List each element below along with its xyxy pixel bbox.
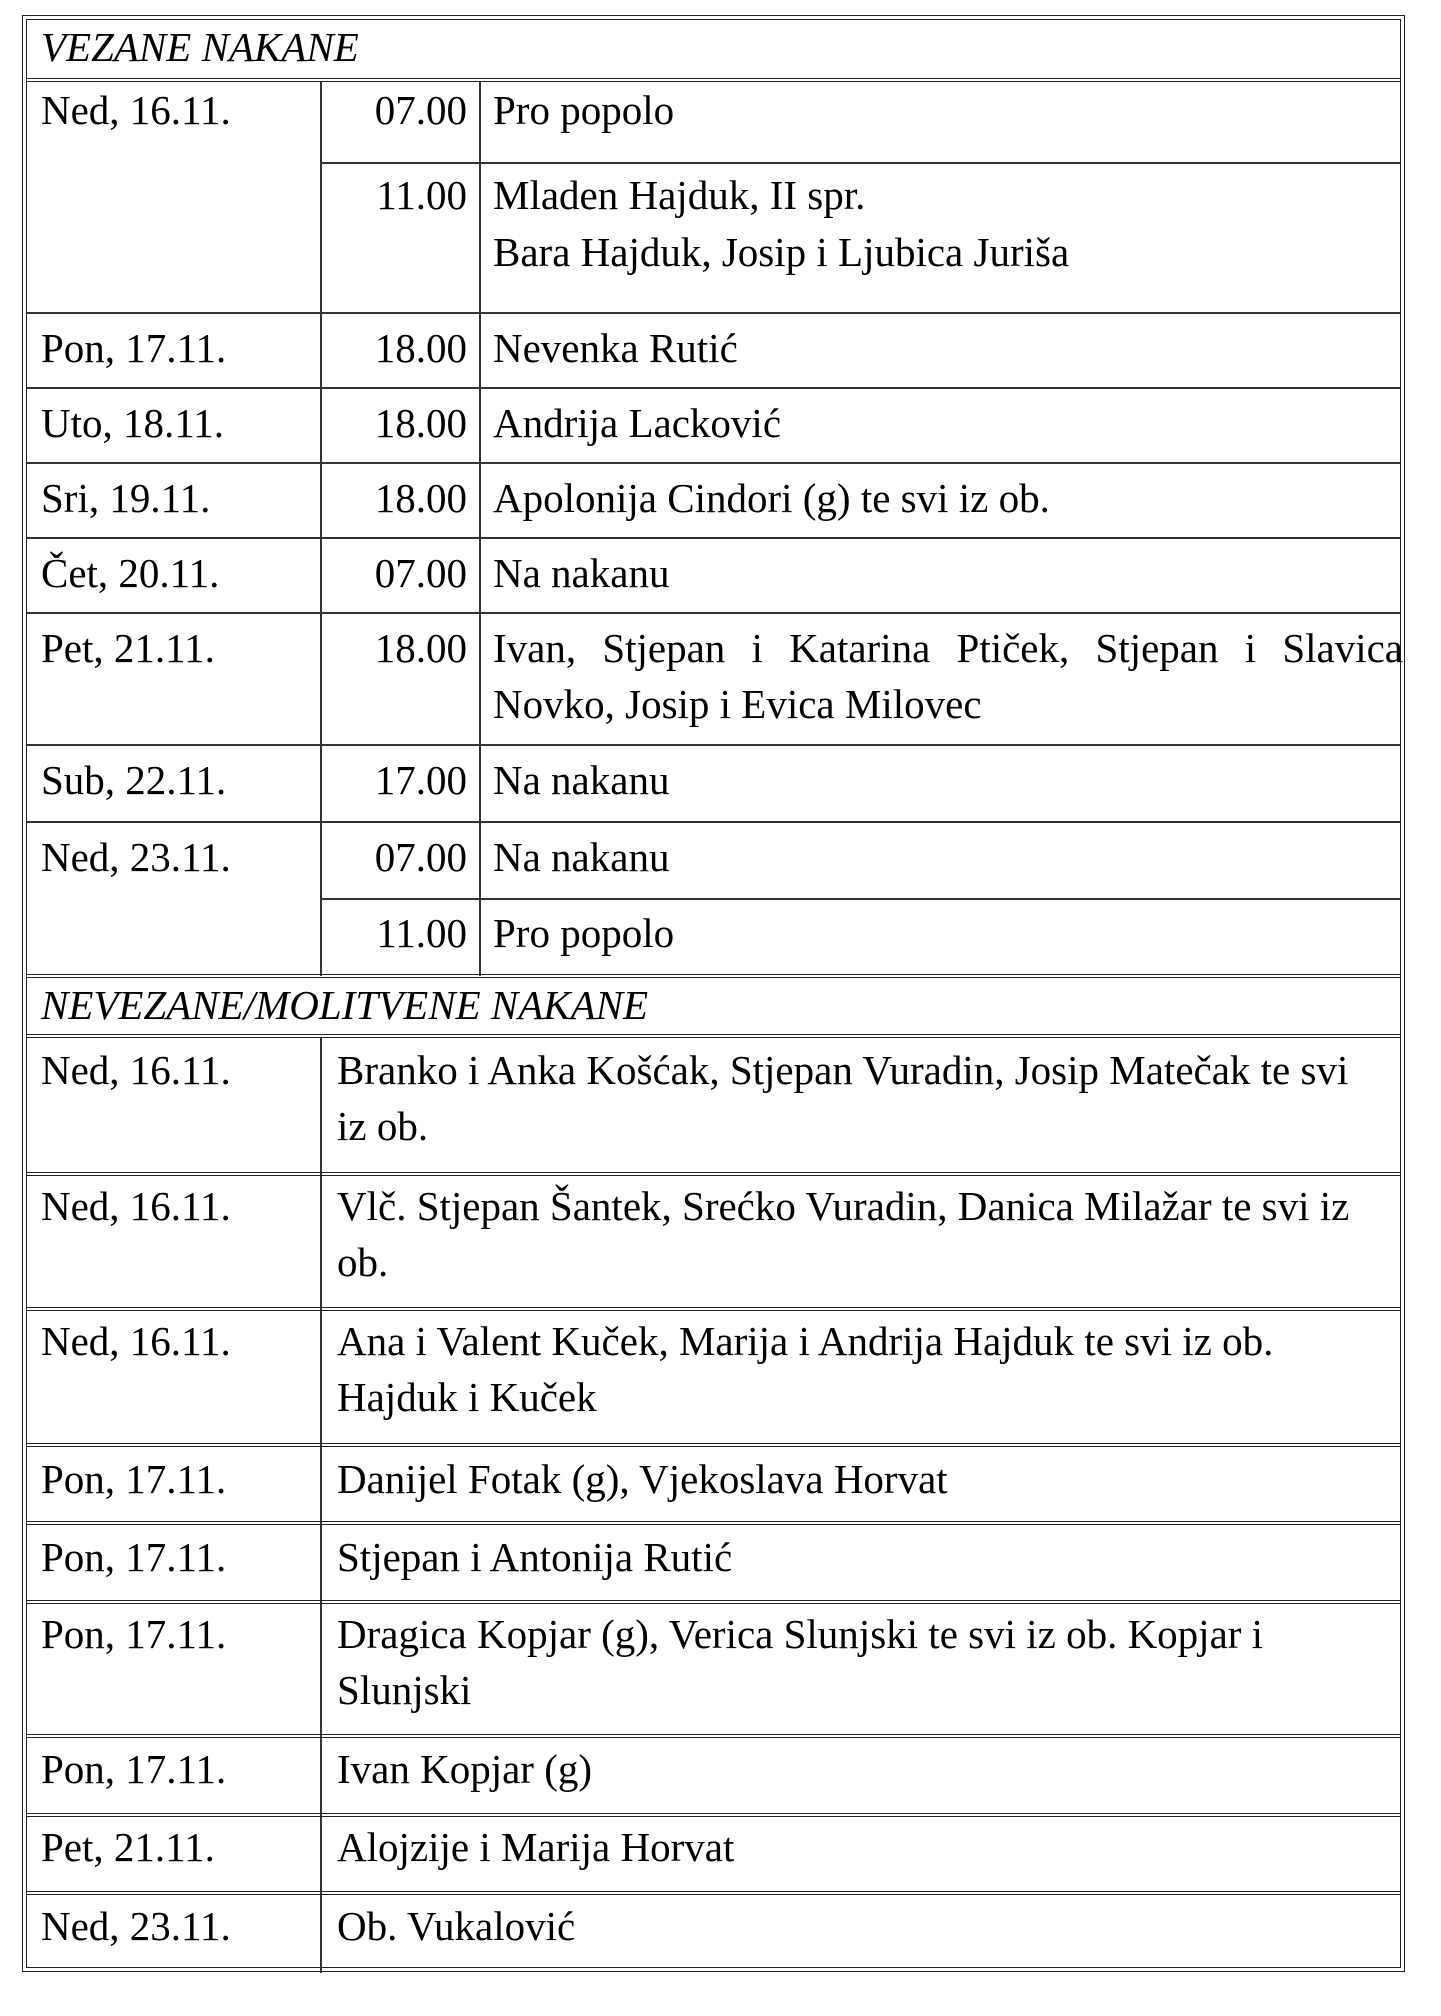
entry-intention: Na nakanu (493, 834, 670, 880)
entry-intention: Ana i Valent Kuček, Marija i Andrija Hajduk te svi iz ob. Hajduk i Kuček (337, 1318, 1274, 1420)
entry-intention-line: Mladen Hajduk, II spr. (493, 172, 866, 218)
entry-intention: Apolonija Cindori (g) te svi iz ob. (493, 475, 1050, 521)
entry-intention: Branko i Anka Košćak, Stjepan Vuradin, Josip Matečak te svi iz ob. (337, 1047, 1349, 1149)
entry-date: Uto, 18.11. (41, 400, 224, 446)
entry-intention: Ivan, Stjepan i Katarina Ptiček, Stjepan i Slavica Novko, Josip i Evica Milovec (493, 625, 1403, 727)
entry-intention: Alojzije i Marija Horvat (337, 1824, 735, 1870)
entry-intention: Nevenka Rutić (493, 325, 738, 371)
divider (27, 312, 1400, 314)
entry-intention: Andrija Lacković (493, 400, 782, 446)
entry-date: Pon, 17.11. (41, 1534, 227, 1580)
divider (27, 821, 1400, 823)
entry-time: 11.00 (376, 910, 467, 956)
entry-time: 18.00 (374, 325, 467, 371)
divider (321, 898, 1400, 900)
divider (27, 1891, 1400, 1895)
entry-intention: Dragica Kopjar (g), Verica Slunjski te svi iz ob. Kopjar i Slunjski (337, 1611, 1264, 1713)
entry-date: Ned, 23.11. (41, 834, 231, 880)
entry-intention-line: Bara Hajduk, Josip i Ljubica Juriša (493, 229, 1070, 275)
entry-intention: Na nakanu (493, 550, 670, 596)
column-divider-date (320, 1038, 322, 1973)
divider (27, 744, 1400, 746)
divider (27, 1734, 1400, 1738)
entry-time: 11.00 (376, 172, 467, 218)
entry-time: 07.00 (374, 834, 467, 880)
divider (27, 462, 1400, 464)
section-title-vezane: VEZANE NAKANE (41, 24, 359, 70)
divider (27, 612, 1400, 614)
intentions-table-inner (26, 19, 1401, 1968)
divider (27, 974, 1400, 978)
entry-date: Sri, 19.11. (41, 475, 211, 521)
intentions-table (22, 15, 1405, 1972)
divider (27, 537, 1400, 539)
entry-time: 07.00 (374, 87, 467, 133)
entry-intention: Pro popolo (493, 87, 675, 133)
entry-date: Čet, 20.11. (41, 550, 220, 596)
divider (27, 1521, 1400, 1525)
entry-intention: Ob. Vukalović (337, 1903, 576, 1949)
entry-date: Ned, 16.11. (41, 1183, 231, 1229)
entry-intention: Pro popolo (493, 910, 675, 956)
entry-intention: Danijel Fotak (g), Vjekoslava Horvat (337, 1456, 948, 1502)
entry-date: Pon, 17.11. (41, 325, 227, 371)
entry-intention: Stjepan i Antonija Rutić (337, 1534, 733, 1580)
divider (27, 1034, 1400, 1038)
section-title-nevezane: NEVEZANE/MOLITVENE NAKANE (41, 982, 649, 1028)
entry-date: Pon, 17.11. (41, 1456, 227, 1502)
entry-date: Pet, 21.11. (41, 1824, 215, 1870)
entry-time: 18.00 (374, 475, 467, 521)
entry-time: 17.00 (374, 757, 467, 803)
divider (27, 1443, 1400, 1447)
divider (27, 1600, 1400, 1604)
entry-time: 18.00 (374, 400, 467, 446)
entry-time: 07.00 (374, 550, 467, 596)
divider (27, 1307, 1400, 1311)
entry-date: Pon, 17.11. (41, 1746, 227, 1792)
divider (321, 162, 1400, 164)
divider (27, 387, 1400, 389)
entry-date: Ned, 16.11. (41, 1318, 231, 1364)
entry-date: Pet, 21.11. (41, 625, 215, 671)
column-divider-time (479, 81, 481, 976)
entry-date: Ned, 16.11. (41, 87, 231, 133)
divider (27, 1813, 1400, 1817)
entry-time: 18.00 (374, 625, 467, 671)
entry-date: Sub, 22.11. (41, 757, 227, 803)
entry-intention: Ivan Kopjar (g) (337, 1746, 593, 1792)
entry-date: Ned, 23.11. (41, 1903, 231, 1949)
column-divider-date (320, 81, 322, 976)
entry-date: Pon, 17.11. (41, 1611, 227, 1657)
divider (27, 1172, 1400, 1176)
entry-intention: Na nakanu (493, 757, 670, 803)
entry-intention: Vlč. Stjepan Šantek, Srećko Vuradin, Danica Milažar te svi iz ob. (337, 1183, 1350, 1285)
entry-date: Ned, 16.11. (41, 1047, 231, 1093)
